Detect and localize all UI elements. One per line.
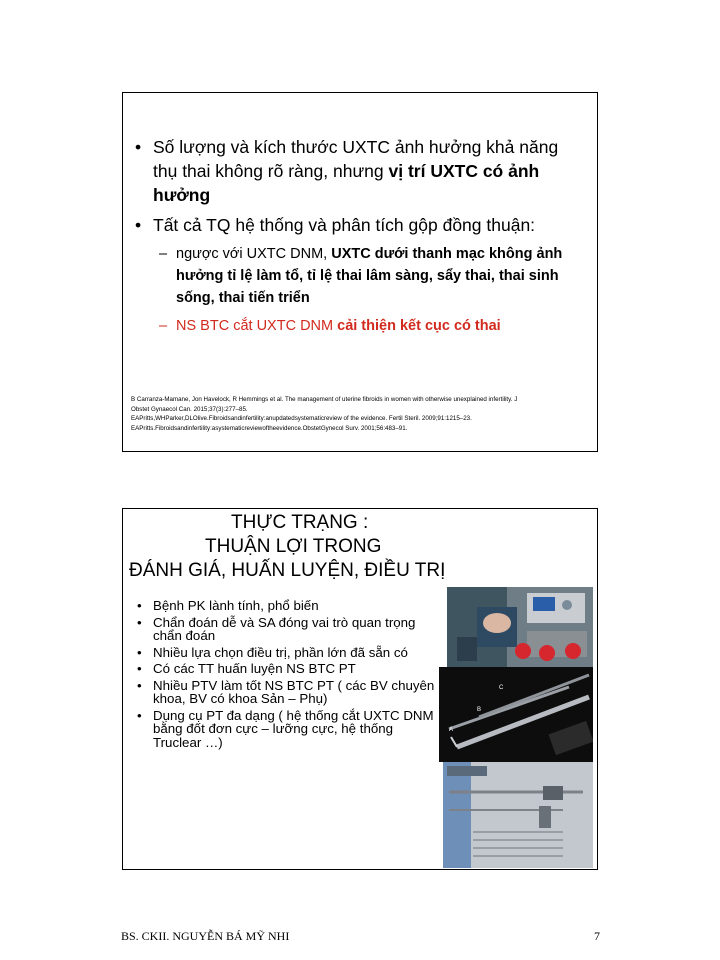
slide-2 — [122, 508, 598, 870]
resectoscope-photo — [443, 762, 593, 868]
instrument-label-a: A — [449, 727, 454, 733]
sub-bullet-hysteroscopy: – NS BTC cắt UXTC DNM cải thiện kết cục có thai — [159, 318, 501, 334]
list-item: • Có các TT huấn luyện NS BTC PT — [135, 662, 435, 676]
list-item: • Bệnh PK lành tính, phổ biến — [135, 599, 435, 613]
reference-line: Obstet Gynaecol Can. 2015;37(3):277–85. — [131, 405, 248, 413]
footer-author: BS. CKII. NGUYỄN BÁ MỸ NHI — [121, 929, 290, 943]
reference-line: EAPritts.Fibroidsandinfertility:asystematicreviewoftheevidence.ObstetGynecol Surv. 2001;56:483–91. — [131, 424, 408, 432]
reference-line: B Carranza-Mamane, Jon Havelock, R Hemmings et al. The management of uterine fibroids in women with otherwise unexplained infertility. J — [131, 396, 518, 403]
bullet-meta-analysis: • Tất cả TQ hệ thống và phân tích gộp đồng thuận: — [131, 213, 587, 237]
operating-room-photo — [447, 587, 593, 667]
sub-bullet-subserosal: – ngược với UXTC DNM, UXTC dưới thanh mạc không ảnh hưởng tỉ lệ làm tổ, tỉ lệ thai lâm sàng, sẩy thai, thai sinh sống, thai tiến triển — [159, 246, 563, 306]
slide-2-title: THỰC TRẠNG : THUẬN LỢI TRONG ĐÁNH GIÁ, HUẤN LUYỆN, ĐIỀU TRỊ — [129, 512, 446, 581]
list-item: • Nhiều lựa chọn điều trị, phần lớn đã sẵn có — [135, 646, 435, 660]
instrument-label-c: C — [499, 685, 504, 691]
references — [131, 395, 591, 433]
operating-room-illustration — [447, 587, 593, 667]
instrument-label-b: B — [477, 707, 482, 713]
instruments-photo — [439, 667, 593, 762]
resectoscope-illustration — [443, 762, 593, 868]
slide-1 — [122, 92, 598, 452]
list-item: • Nhiều PTV làm tốt NS BTC PT ( các BV chuyên khoa, BV có khoa Sản – Phụ) — [135, 679, 435, 706]
slide-2-bullets — [135, 599, 435, 752]
instruments-illustration — [439, 667, 593, 762]
bullet-fibroid-size: • Số lượng và kích thước UXTC ảnh hưởng khả năng thụ thai không rõ ràng, nhưng vị trí UXTC có ảnh hưởng — [131, 135, 587, 207]
list-item: • Chẩn đoán dễ và SA đóng vai trò quan trọng chẩn đoán — [135, 616, 435, 643]
reference-line: EAPritts,WHParker,DLOlive.Fibroidsandinfertility:anupdatedsystematicreview of the evidence. Fertil Steril. 2009;91:1215–23. — [131, 415, 472, 423]
list-item: • Dụng cụ PT đa dạng ( hệ thống cắt UXTC DNM bằng đốt đơn cực – lưỡng cực, hệ thống Truclear …) — [135, 709, 435, 750]
page-number: 7 — [594, 929, 600, 943]
slide-1-bullets — [131, 135, 587, 343]
bullet-fibroid-location-bold: vị trí UXTC có ảnh hưởng — [153, 161, 540, 205]
